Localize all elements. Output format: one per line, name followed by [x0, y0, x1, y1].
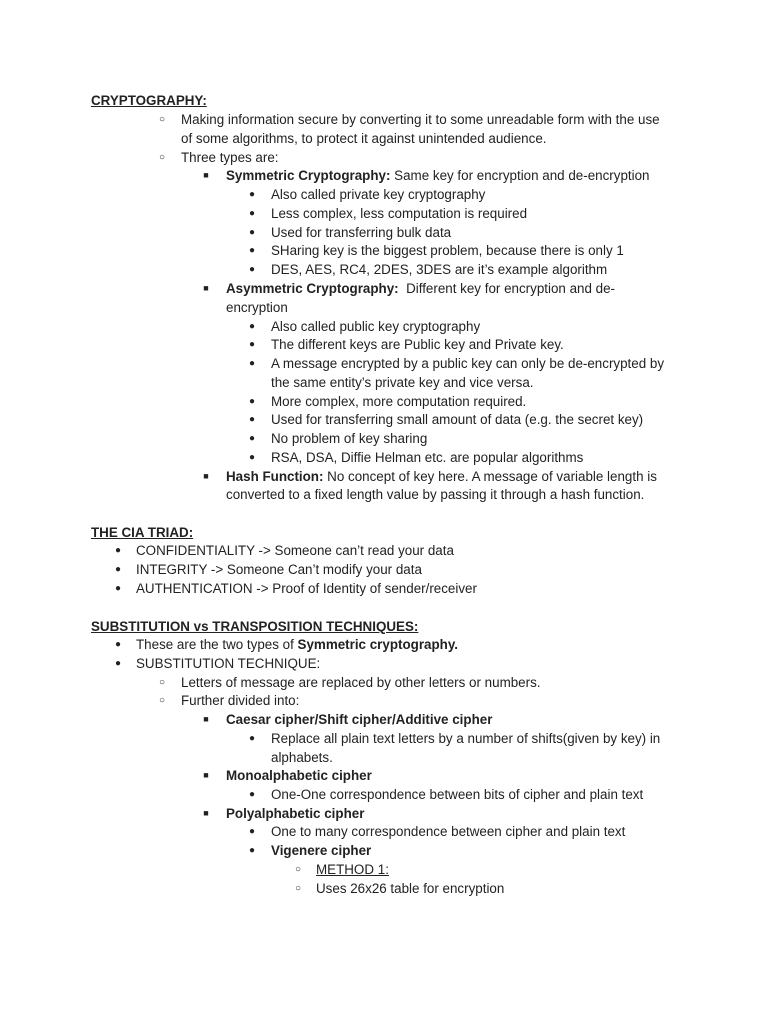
- bullet-icon: ●: [248, 264, 256, 275]
- hollow-circle-bullet-icon: ○: [294, 864, 302, 875]
- intro-prefix: These are the two types of: [136, 637, 298, 652]
- list-item-continuation: [0, 298, 768, 317]
- list-item-text: DES, AES, RC4, 2DES, 3DES are it’s example algorithm: [271, 262, 608, 277]
- list-item: [0, 729, 768, 748]
- bullet-icon: ●: [114, 639, 122, 650]
- list-item: [0, 448, 768, 467]
- bullet-icon: ●: [248, 227, 256, 238]
- list-item-text: [136, 635, 458, 654]
- term-desc: Same key for encryption and de-encryption: [390, 168, 650, 183]
- bullet-icon: ●: [114, 564, 122, 575]
- list-item: [0, 635, 768, 654]
- list-item-text: CONFIDENTIALITY -> Someone can’t read your data: [136, 543, 454, 558]
- bullet-icon: ●: [248, 339, 256, 350]
- list-item-text: METHOD 1:: [316, 862, 389, 877]
- hollow-circle-bullet-icon: ○: [158, 677, 166, 688]
- list-item-text: alphabets.: [271, 750, 333, 765]
- list-item-hash: [0, 467, 768, 486]
- bullet-icon: ●: [248, 733, 256, 744]
- list-item-text: A message encrypted by a public key can only be de-encrypted by: [271, 356, 665, 371]
- bullet-icon: ●: [114, 658, 122, 669]
- list-item-text: SHaring key is the biggest problem, because there is only 1: [271, 243, 624, 258]
- list-item-text: Uses 26x26 table for encryption: [316, 881, 505, 896]
- bullet-icon: ●: [248, 845, 256, 856]
- term-title: Symmetric Cryptography:: [226, 168, 391, 183]
- hollow-circle-bullet-icon: ○: [158, 152, 166, 163]
- list-item: [0, 879, 768, 898]
- list-item-text: More complex, more computation required.: [271, 394, 527, 409]
- square-bullet-icon: ■: [203, 808, 209, 818]
- list-item: [0, 148, 768, 167]
- list-item-text: No problem of key sharing: [271, 431, 428, 446]
- section-substitution-heading: [0, 617, 768, 636]
- square-bullet-icon: ■: [203, 714, 209, 724]
- bullet-icon: ●: [248, 396, 256, 407]
- intro-bold: Symmetric cryptography.: [297, 637, 459, 652]
- bullet-icon: ●: [248, 414, 256, 425]
- list-item-text: One-One correspondence between bits of cipher and plain text: [271, 787, 644, 802]
- list-item: [0, 241, 768, 260]
- list-item-text: Also called private key cryptography: [271, 187, 486, 202]
- bullet-icon: ●: [248, 789, 256, 800]
- term-title: Asymmetric Cryptography:: [226, 281, 399, 296]
- bullet-icon: ●: [248, 208, 256, 219]
- list-item-text: Three types are:: [181, 150, 279, 165]
- list-item-text: of some algorithms, to protect it against unintended audience.: [181, 131, 547, 146]
- list-item-poly: [0, 804, 768, 823]
- list-item-asymmetric: [0, 279, 768, 298]
- bullet-icon: ●: [114, 583, 122, 594]
- list-item-text: encryption: [226, 300, 288, 315]
- list-item: [0, 691, 768, 710]
- bullet-icon: ●: [248, 245, 256, 256]
- term-title: Caesar cipher/Shift cipher/Additive cipher: [226, 712, 493, 727]
- list-item: [0, 110, 768, 129]
- list-item-text: The different keys are Public key and Private key.: [271, 337, 564, 352]
- square-bullet-icon: ■: [203, 471, 209, 481]
- list-item-text: One to many correspondence between cipher and plain text: [271, 824, 626, 839]
- list-item-text: Less complex, less computation is required: [271, 206, 528, 221]
- list-item-text: [226, 279, 615, 298]
- square-bullet-icon: ■: [203, 770, 209, 780]
- list-item: [0, 579, 768, 598]
- list-item: [0, 185, 768, 204]
- bullet-icon: ●: [248, 826, 256, 837]
- list-item: [0, 673, 768, 692]
- list-item-text: RSA, DSA, Diffie Helman etc. are popular algorithms: [271, 450, 584, 465]
- list-item: [0, 429, 768, 448]
- list-item-text: Making information secure by converting it to some unreadable form with the use: [181, 112, 660, 127]
- list-item-symmetric: [0, 166, 768, 185]
- section-cia-heading: [0, 523, 768, 542]
- list-item: [0, 541, 768, 560]
- list-item-continuation: [0, 373, 768, 392]
- list-item: [0, 785, 768, 804]
- list-item: [0, 392, 768, 411]
- bullet-icon: ●: [248, 189, 256, 200]
- list-item-text: Replace all plain text letters by a number of shifts(given by key) in: [271, 731, 661, 746]
- list-item-text: the same entity’s private key and vice versa.: [271, 375, 534, 390]
- list-item: [0, 654, 768, 673]
- list-item-text: converted to a fixed length value by passing it through a hash function.: [226, 487, 645, 502]
- hollow-circle-bullet-icon: ○: [158, 114, 166, 125]
- term-title: Hash Function:: [226, 469, 324, 484]
- section-heading: CRYPTOGRAPHY:: [91, 93, 207, 108]
- square-bullet-icon: ■: [203, 170, 209, 180]
- bullet-icon: ●: [248, 321, 256, 332]
- list-item-continuation: [0, 748, 768, 767]
- list-item: [0, 260, 768, 279]
- list-item: [0, 560, 768, 579]
- list-item: [0, 335, 768, 354]
- list-item: [0, 354, 768, 373]
- list-item: [0, 317, 768, 336]
- term-title: Monoalphabetic cipher: [226, 768, 372, 783]
- list-item: [0, 204, 768, 223]
- list-item-continuation: [0, 485, 768, 504]
- hollow-circle-bullet-icon: ○: [158, 695, 166, 706]
- term-desc: No concept of key here. A message of variable length is: [323, 469, 657, 484]
- section-cryptography-heading: [0, 91, 768, 110]
- list-item-text: Further divided into:: [181, 693, 300, 708]
- term-title: Polyalphabetic cipher: [226, 806, 365, 821]
- list-item: [0, 860, 768, 879]
- list-item-text: [226, 166, 649, 185]
- list-item: [0, 410, 768, 429]
- hollow-circle-bullet-icon: ○: [294, 883, 302, 894]
- section-heading: THE CIA TRIAD:: [91, 525, 194, 540]
- list-item-caesar: [0, 710, 768, 729]
- list-item-text: AUTHENTICATION -> Proof of Identity of sender/receiver: [136, 581, 477, 596]
- bullet-icon: ●: [248, 452, 256, 463]
- section-heading: SUBSTITUTION vs TRANSPOSITION TECHNIQUES:: [91, 619, 419, 634]
- list-item-text: [226, 467, 657, 486]
- list-item-mono: [0, 766, 768, 785]
- square-bullet-icon: ■: [203, 283, 209, 293]
- list-item-text: Letters of message are replaced by other letters or numbers.: [181, 675, 541, 690]
- bullet-icon: ●: [248, 433, 256, 444]
- list-item-text: Used for transferring bulk data: [271, 225, 452, 240]
- list-item: [0, 841, 768, 860]
- list-item-text: Used for transferring small amount of data (e.g. the secret key): [271, 412, 644, 427]
- list-item: [0, 223, 768, 242]
- term-desc: Different key for encryption and de-: [398, 281, 615, 296]
- term-title: Vigenere cipher: [271, 843, 372, 858]
- list-item: [0, 822, 768, 841]
- list-item-text: SUBSTITUTION TECHNIQUE:: [136, 656, 321, 671]
- bullet-icon: ●: [248, 358, 256, 369]
- list-item-text: Also called public key cryptography: [271, 319, 481, 334]
- list-item-text: INTEGRITY -> Someone Can’t modify your data: [136, 562, 422, 577]
- bullet-icon: ●: [114, 545, 122, 556]
- list-item-continuation: [0, 129, 768, 148]
